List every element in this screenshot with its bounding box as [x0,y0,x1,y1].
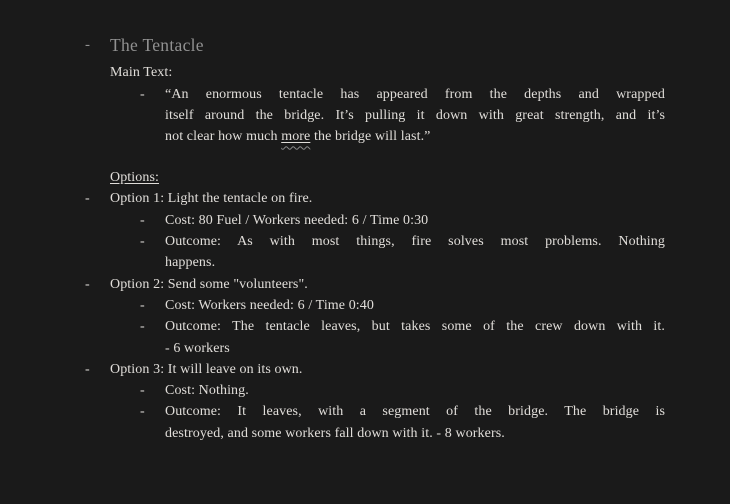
option-1-cost-row [140,210,730,231]
option-1-label: Option 1: Light the tentacle on fire. [110,191,313,207]
bullet-dash-icon: - [140,404,145,420]
bullet-dash-icon: - [140,319,145,335]
option-2-cost-row [140,295,730,316]
quote-line: itself around the bridge. It’s pulling it down with great strength, and it’s [165,108,665,124]
main-text-label: Main Text: [110,65,173,80]
title-row [85,33,730,57]
options-heading-row [110,167,730,189]
option-1-cost: Cost: 80 Fuel / Workers needed: 6 / Time 0:30 [165,212,429,228]
option-3-label: Option 3: It will leave on its own. [110,361,303,377]
option-2-label: Option 2: Send some "volunteers". [110,276,308,292]
bullet-dash-icon: - [140,234,145,250]
blank-line [0,148,730,167]
quote-text-before: not clear how much [165,129,282,145]
options-heading: Options: [110,169,160,185]
bullet-dash-icon: - [85,361,90,377]
outcome-line: - 6 workers [165,340,230,356]
quote-text-after: the bridge will last.” [310,129,431,145]
document-title: The Tentacle [110,35,204,55]
option-3-row [85,359,730,380]
bullet-dash-icon: - [140,297,145,313]
option-3-outcome [165,401,665,444]
option-1-outcome-row [140,231,730,274]
spellcheck-flagged-word[interactable]: more [281,129,311,145]
option-1-outcome [165,231,665,274]
outcome-line: Outcome: The tentacle leaves, but takes some of the crew down with it. [165,319,665,335]
quote-line: “An enormous tentacle has appeared from the depths and wrapped [165,86,665,102]
bullet-dash-icon: - [140,212,145,228]
option-2-cost: Cost: Workers needed: 6 / Time 0:40 [165,297,375,313]
bullet-dash-icon: - [140,86,145,102]
option-2-outcome-row [140,316,730,359]
option-3-cost: Cost: Nothing. [165,383,249,399]
bullet-dash-icon: - [85,37,90,53]
option-2-row [85,274,730,295]
option-2-outcome [165,316,665,359]
main-text-quote-row [140,84,730,148]
main-text-heading-row [110,62,730,84]
bullet-dash-icon: - [85,276,90,292]
outcome-line: destroyed, and some workers fall down with it. - 8 workers. [165,425,505,441]
main-text-quote [165,84,665,148]
bullet-dash-icon: - [85,191,90,207]
outcome-line: Outcome: As with most things, fire solves most problems. Nothing [165,234,665,250]
bullet-dash-icon: - [140,383,145,399]
option-3-outcome-row [140,401,730,444]
option-3-cost-row [140,380,730,401]
outcome-line: Outcome: It leaves, with a segment of the bridge. The bridge is [165,404,665,420]
quote-line [165,126,665,147]
outcome-line: happens. [165,255,216,271]
option-1-row [85,188,730,209]
